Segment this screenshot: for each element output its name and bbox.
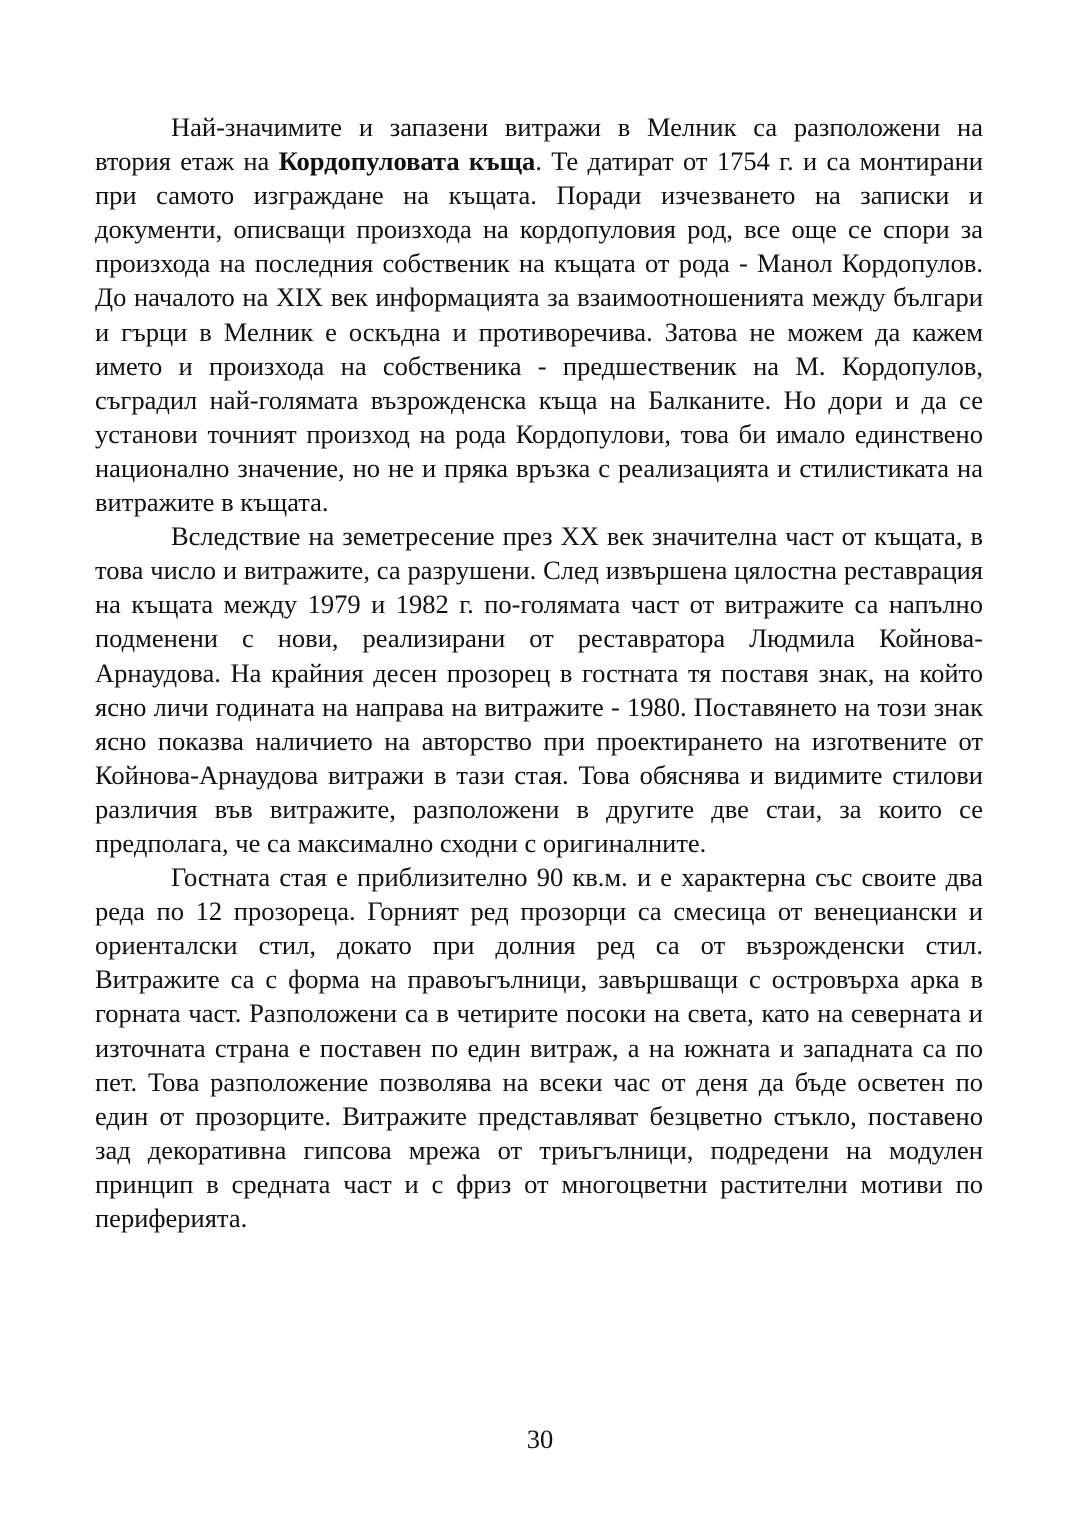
paragraph-3: Гостната стая е приблизително 90 кв.м. и е характерна със своите два реда по 12 прозореца. Горният ред прозорци са смесица от венециански и ориенталски стил, докато при долния ред са от възрожденски стил. Витражите са с форма на правоъгълници, завършващи с островърха арка в горната част. Разположени са в четирите посоки на света, като на северната и източната страна е поставен по един витраж, а на южната и западната са по пет. Това разположение позволява на всеки час от деня да бъде осветен по един от прозорците. Витражите представляват безцветно стъкло, поставено зад декоративна гипсова мрежа от триъгълници, подредени на модулен принцип в средната част и с фриз от многоцветни растителни мотиви по периферията. — [95, 862, 983, 1233]
paragraph-2: Вследствие на земетресение през XX век значителна част от къщата, в това число и витражите, са разрушени. След извършена цялостна реставрация на къщата между 1979 и 1982 г. по-голямата част от витражите са напълно подменени с нови, реализирани от реставратора Людмила Койнова-Арнаудова. На крайния десен прозорец в гостната тя поставя знак, на който ясно личи годината на направа на витражите - 1980. Поставянето на този знак ясно показва наличието на авторство при проектирането на изготвените от Койнова-Арнаудова витражи в тази стая. Това обяснява и видимите стилови различия във витражите, разположени в другите две стаи, за които се предполага, че са максимално сходни с оригиналните. — [95, 521, 983, 858]
page-number: 30 — [526, 1424, 554, 1454]
paragraph-1 — [95, 110, 983, 519]
paragraph-1-intro: Най-значимите и запазени витражи в Мелник са разположени на втория етаж на — [95, 112, 983, 177]
paragraph-1-bold-term: Кордопуловата къща — [278, 146, 536, 177]
paragraph-1-rest: . Те датират от 1754 г. и са монтирани при самото изграждане на къщата. Поради изчезването на записки и документи, описващи произхода на кордопуловия род, все още се спори за произхода на последния собственик на къщата от рода - Манол Кордопулов. До началото на XIX век информацията за взаимоотношенията между българи и гърци в Мелник е оскъдна и противоречива. Затова не можем да кажем името и произхода на собственика - предшественик на М. Кордопулов, съградил най-голямата възрожденска къща на Балканите. Но дори и да се установи точният произход на рода Кордопулови, това би имало единствено национално значение, но не и пряка връзка с реализацията и стилистиката на витражите в къщата. — [95, 146, 983, 518]
body-text — [95, 110, 983, 1235]
